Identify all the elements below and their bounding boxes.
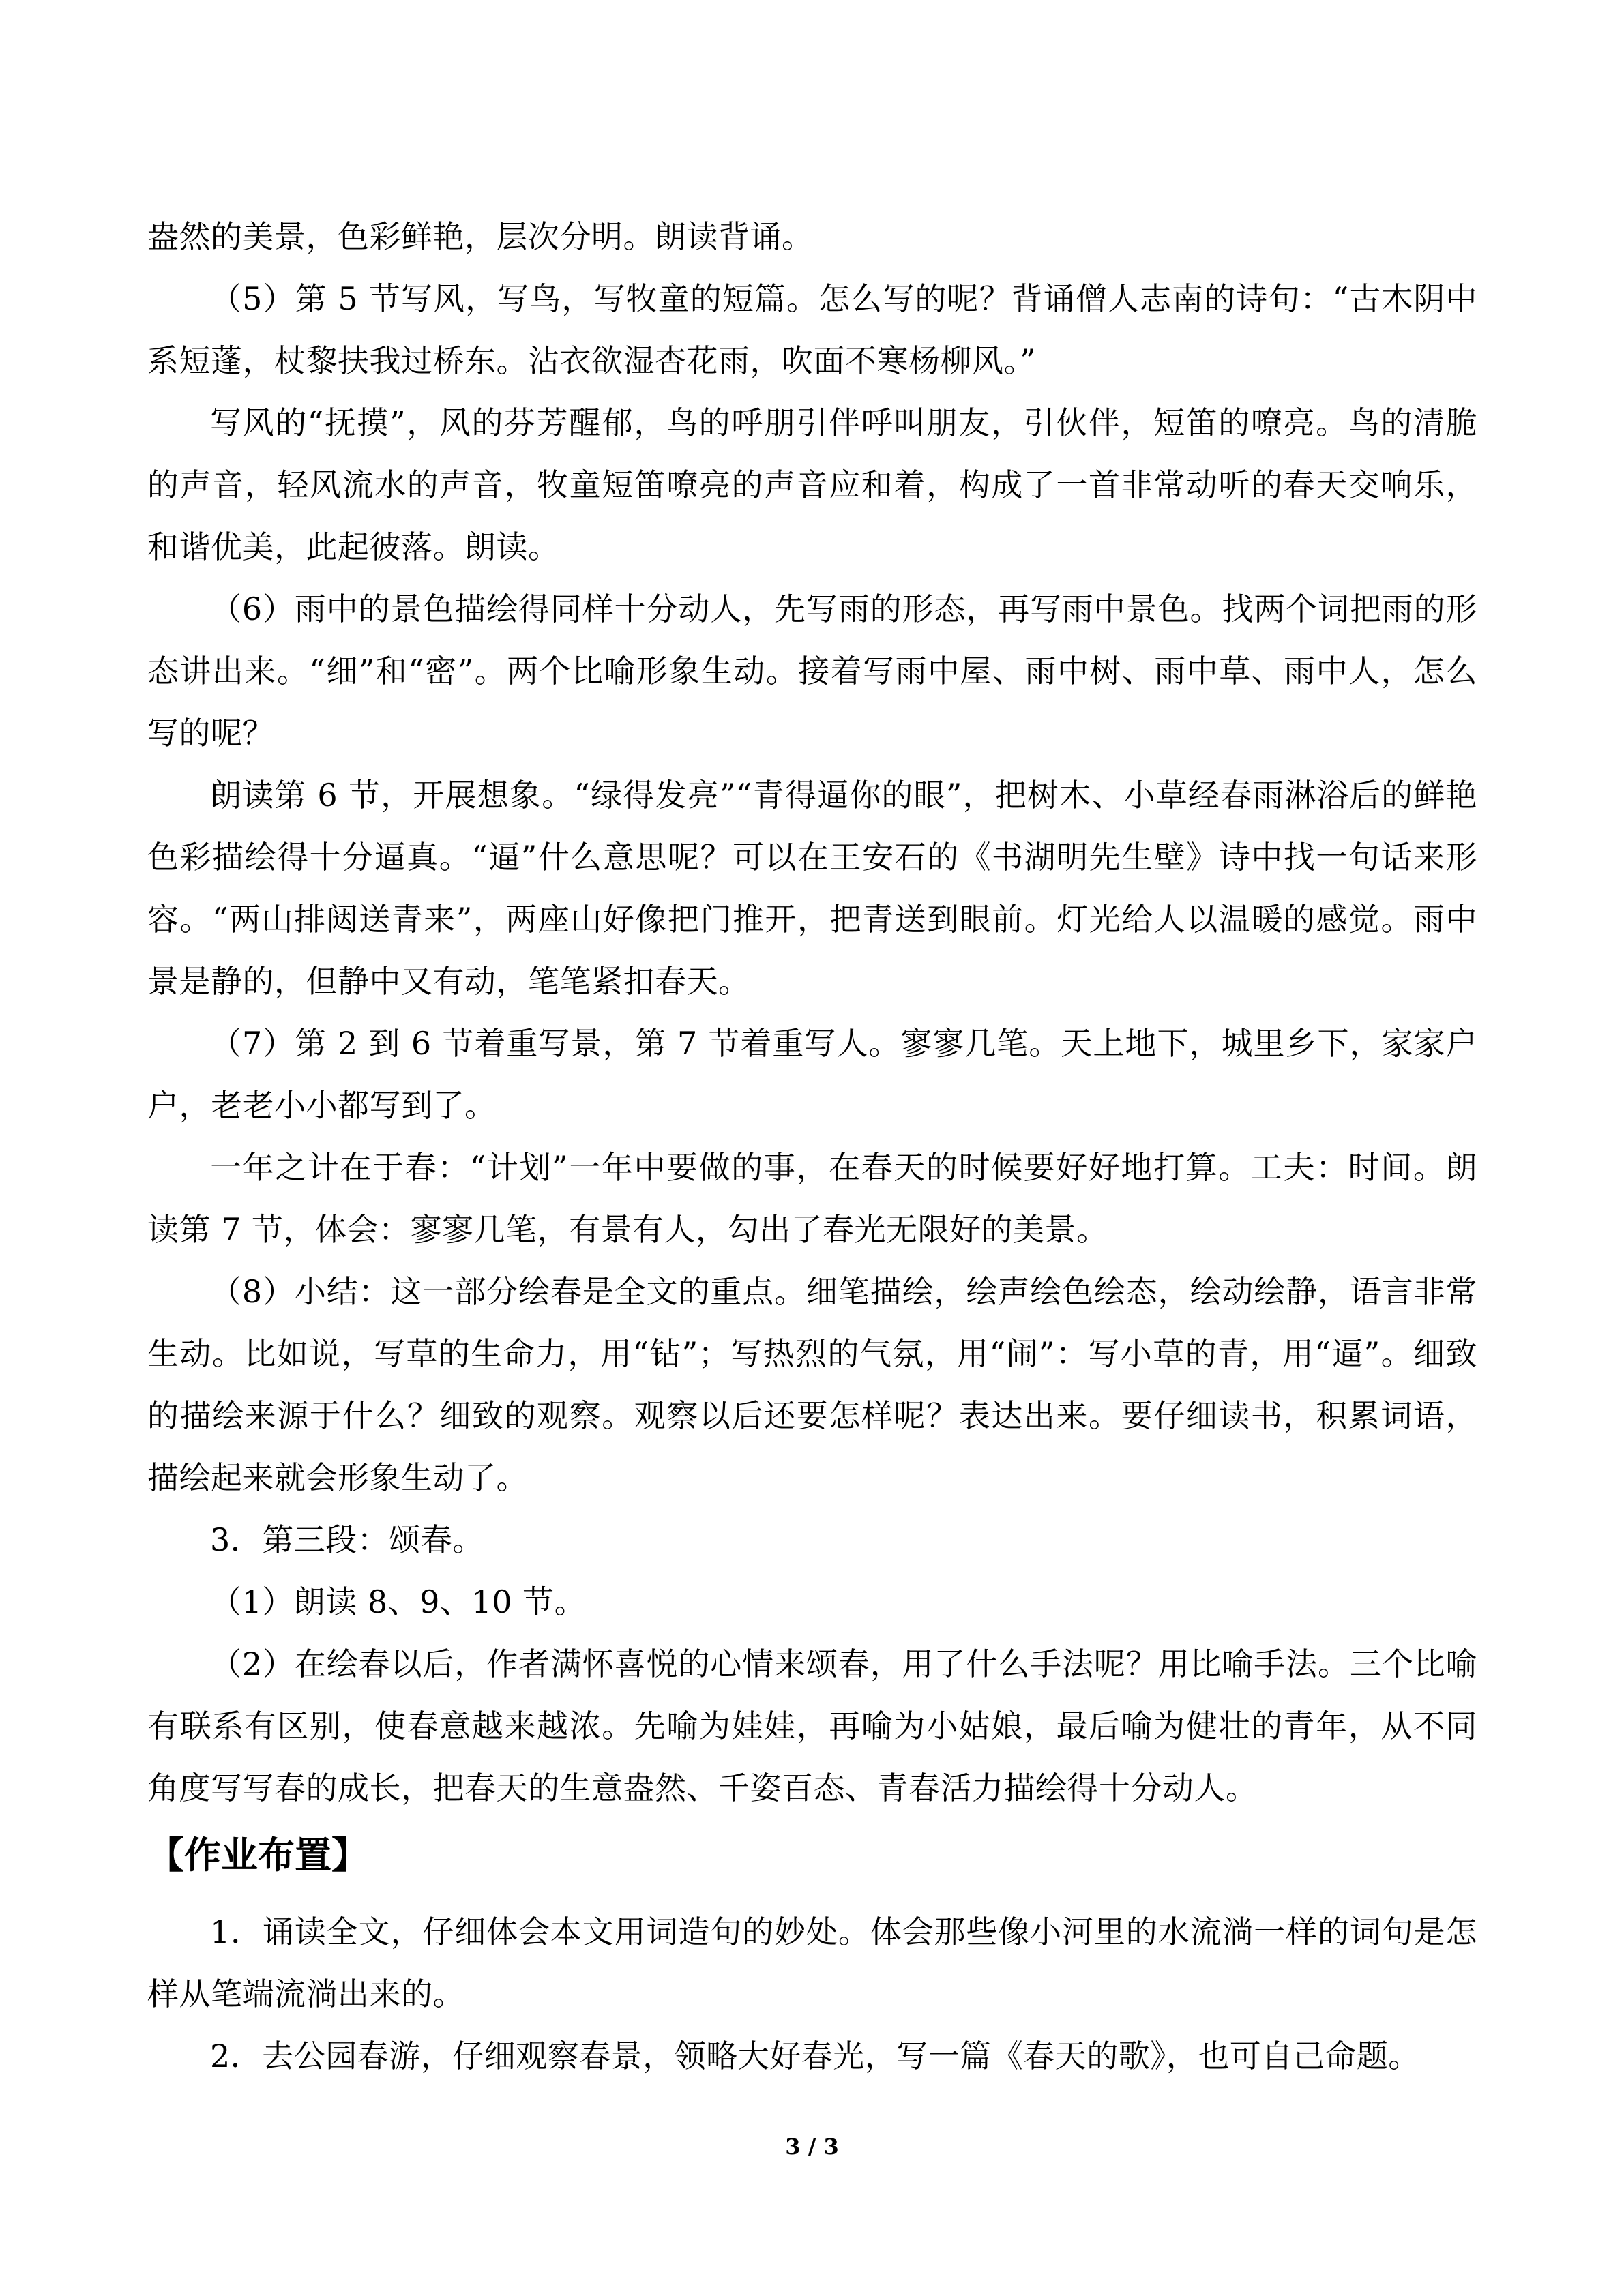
- page-number: 3 / 3: [785, 2134, 839, 2160]
- paragraph: 3．第三段：颂春。: [210, 1521, 484, 1558]
- homework-item: 2．去公园春游，仔细观察春景，领略大好春光，写一篇《春天的歌》，也可自己命题。: [210, 2038, 1420, 2074]
- paragraph: 盎然的美景，色彩鲜艳，层次分明。朗读背诵。: [147, 218, 814, 255]
- paragraph: （2）在绘春以后，作者满怀喜悦的心情来颂春，用了什么手法呢？用比喻手法。三个比喻有联系有区别，使春意越来越浓。先喻为娃娃，再喻为小姑娘，最后喻为健壮的青年，从不同角度写写春的成长，把春天的生意盎然、千姿百态、青春活力描绘得十分动人。: [147, 1645, 1477, 1806]
- paragraph: 一年之计在于春：“计划”一年中要做的事，在春天的时候要好好地打算。工夫：时间。朗读第 7 节，体会：寥寥几笔，有景有人，勾出了春光无限好的美景。: [147, 1149, 1477, 1248]
- paragraph: （1）朗读 8、9、10 节。: [210, 1583, 587, 1620]
- homework-item: 1．诵读全文，仔细体会本文用词造句的妙处。体会那些像小河里的水流淌一样的词句是怎样从笔端流淌出来的。: [147, 1913, 1477, 2012]
- homework-heading: 【作业布置】: [147, 1833, 368, 1877]
- paragraph: （8）小结：这一部分绘春是全文的重点。细笔描绘，绘声绘色绘态，绘动绘静，语言非常生动。比如说，写草的生命力，用“钻”；写热烈的气氛，用“闹”：写小草的青，用“逼”。细致的描绘来源于什么？细致的观察。观察以后还要怎样呢？表达出来。要仔细读书，积累词语，描绘起来就会形象生动了。: [147, 1273, 1477, 1496]
- document-body: [147, 206, 1477, 2087]
- paragraph: （7）第 2 到 6 节着重写景，第 7 节着重写人。寥寥几笔。天上地下，城里乡下，家家户户，老老小小都写到了。: [147, 1025, 1477, 1124]
- paragraph: （6）雨中的景色描绘得同样十分动人，先写雨的形态，再写雨中景色。找两个词把雨的形态讲出来。“细”和“密”。两个比喻形象生动。接着写雨中屋、雨中树、雨中草、雨中人，怎么写的呢？: [147, 591, 1477, 751]
- paragraph: 写风的“抚摸”，风的芬芳醒郁，鸟的呼朋引伴呼叫朋友，引伙伴，短笛的嘹亮。鸟的清脆的声音，轻风流水的声音，牧童短笛嘹亮的声音应和着，构成了一首非常动听的春天交响乐，和谐优美，此起彼落。朗读。: [147, 404, 1477, 565]
- paragraph: （5）第 5 节写风，写鸟，写牧童的短篇。怎么写的呢？背诵僧人志南的诗句：“古木阴中系短蓬，杖黎扶我过桥东。沾衣欲湿杏花雨，吹面不寒杨柳风。”: [147, 280, 1477, 379]
- paragraph: 朗读第 6 节，开展想象。“绿得发亮”“青得逼你的眼”，把树木、小草经春雨淋浴后的鲜艳色彩描绘得十分逼真。“逼”什么意思呢？可以在王安石的《书湖明先生壁》诗中找一句话来形容。“两山排闼送青来”，两座山好像把门推开，把青送到眼前。灯光给人以温暖的感觉。雨中景是静的，但静中又有动，笔笔紧扣春天。: [147, 777, 1477, 1000]
